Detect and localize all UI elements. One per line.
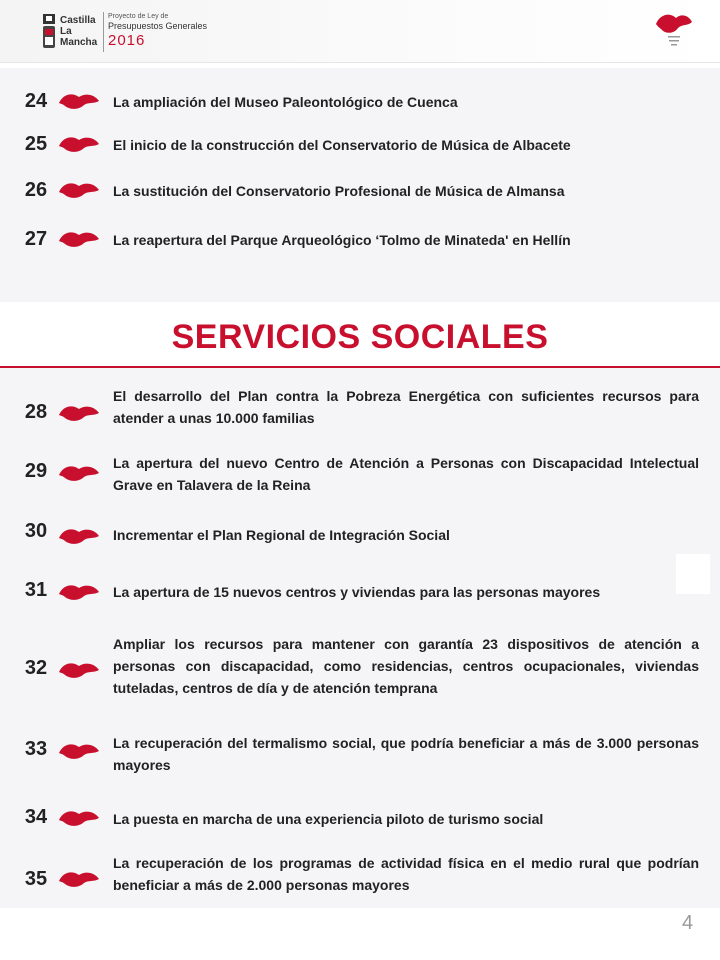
item-text: La ampliación del Museo Paleontológico de Cuenca [113, 94, 458, 110]
item-text: La recuperación del termalismo social, que podría beneficiar a más de 3.000 personas mayores [113, 735, 699, 773]
title-divider [0, 366, 720, 368]
item-number: 27 [24, 228, 48, 250]
item-text: La apertura del nuevo Centro de Atención a Personas con Discapacidad Intelectual Grave en Talavera de la Reina [113, 455, 699, 493]
logo-year: 2016 [108, 32, 146, 49]
red-swoosh-icon [58, 526, 100, 546]
item-number: 33 [24, 738, 48, 760]
item-text: La reapertura del Parque Arqueológico ‘Tolmo de Minateda' en Hellín [113, 232, 571, 248]
item-number: 25 [24, 133, 48, 155]
item-number: 28 [24, 401, 48, 423]
red-swoosh-icon [58, 134, 100, 154]
logo-presupuestos: Presupuestos Generales [108, 21, 208, 31]
logo-divider [103, 12, 104, 52]
item-number: 31 [24, 579, 48, 601]
coat-of-arms-icon [41, 12, 57, 52]
red-swoosh-icon [58, 229, 100, 249]
item-number: 29 [24, 460, 48, 482]
item-number: 30 [24, 520, 48, 542]
red-swoosh-icon [58, 403, 100, 423]
page-number: 4 [682, 912, 694, 934]
red-swoosh-icon [58, 869, 100, 889]
clm-emblem-icon [654, 10, 694, 52]
page-header [0, 0, 720, 63]
item-number: 34 [24, 806, 48, 828]
item-text: La recuperación de los programas de actividad física en el medio rural que podrían beneficiar a más de 2.000 personas mayores [113, 855, 699, 893]
red-swoosh-icon [58, 808, 100, 828]
red-swoosh-icon [58, 660, 100, 680]
item-number: 35 [24, 868, 48, 890]
red-swoosh-icon [58, 463, 100, 483]
item-text: La puesta en marcha de una experiencia piloto de turismo social [113, 811, 544, 827]
red-swoosh-icon [58, 582, 100, 602]
item-text: La apertura de 15 nuevos centros y viviendas para las personas mayores [113, 584, 601, 600]
item-number: 26 [24, 179, 48, 201]
item-text: El desarrollo del Plan contra la Pobreza Energética con suficientes recursos para atender a unas 10.000 familias [113, 388, 699, 426]
item-number: 24 [24, 90, 48, 112]
logo-name: Castilla La Mancha [60, 15, 98, 48]
red-swoosh-icon [58, 91, 100, 111]
red-swoosh-icon [58, 741, 100, 761]
item-number: 32 [24, 657, 48, 679]
red-swoosh-icon [58, 180, 100, 200]
section-title: SERVICIOS SOCIALES [171, 318, 549, 356]
item-text: El inicio de la construcción del Conservatorio de Música de Albacete [113, 137, 571, 153]
item-text: Ampliar los recursos para mantener con garantía 23 dispositivos de atención a personas con discapacidad, como residencias, centros ocupacionales, viviendas tuteladas, centros de día y de atención temprana [113, 636, 699, 696]
item-text: Incrementar el Plan Regional de Integración Social [113, 527, 450, 543]
item-text: La sustitución del Conservatorio Profesional de Música de Almansa [113, 183, 565, 199]
logo-proyecto: Proyecto de Ley de [108, 13, 169, 20]
